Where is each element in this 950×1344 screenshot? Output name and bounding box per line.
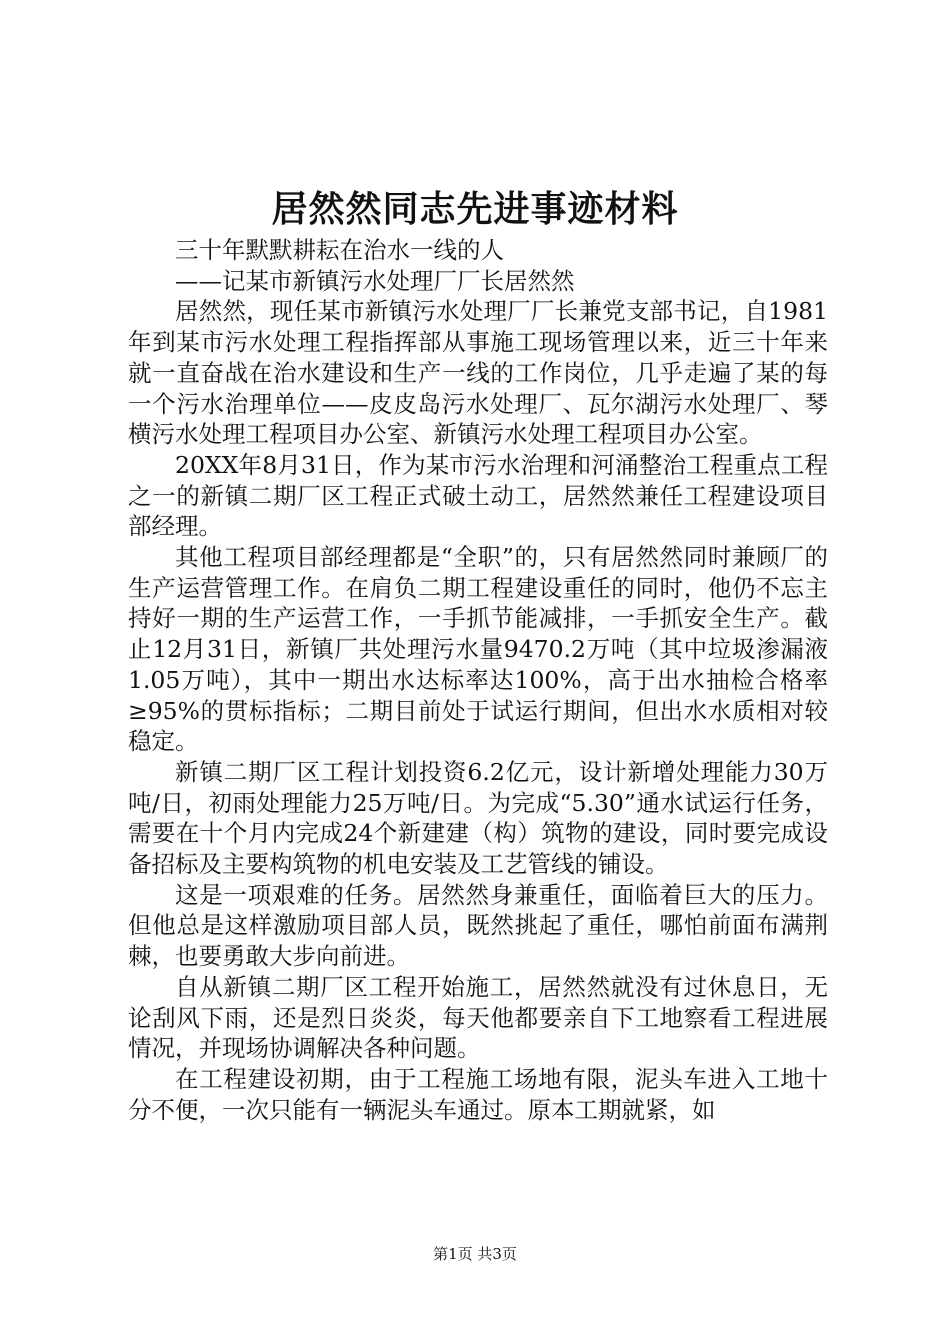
paragraph: 20XX年8月31日，作为某市污水治理和河涌整治工程重点工程之一的新镇二期厂区工程正式破土动工，居然然兼任工程建设项目部经理。 — [128, 450, 828, 541]
paragraph: 居然然，现任某市新镇污水处理厂厂长兼党支部书记，自1981年到某市污水处理工程指挥部从事施工现场管理以来，近三十年来就一直奋战在治水建设和生产一线的工作岗位，几乎走遍了某的每一个污水治理单位——皮皮岛污水处理厂、瓦尔湖污水处理厂、琴横污水处理工程项目办公室、新镇污水处理工程项目办公室。 — [128, 297, 828, 449]
paragraph: 这是一项艰难的任务。居然然身兼重任，面临着巨大的压力。但他总是这样激励项目部人员，既然挑起了重任，哪怕前面布满荆棘，也要勇敢大步向前进。 — [128, 880, 828, 971]
paragraph: 在工程建设初期，由于工程施工场地有限，泥头车进入工地十分不便，一次只能有一辆泥头车通过。原本工期就紧，如 — [128, 1064, 828, 1124]
subtitle-line: 三十年默默耕耘在治水一线的人 — [175, 236, 504, 264]
byline: ——记某市新镇污水处理厂厂长居然然 — [175, 266, 575, 295]
page-footer: 第1页 共3页 — [433, 1245, 517, 1263]
document-title: 居然然同志先进事迹材料 — [271, 188, 679, 230]
paragraph: 自从新镇二期厂区工程开始施工，居然然就没有过休息日，无论刮风下雨，还是烈日炎炎，每天他都要亲自下工地察看工程进展情况，并现场协调解决各种问题。 — [128, 972, 828, 1063]
paragraph: 新镇二期厂区工程计划投资6.2亿元，设计新增处理能力30万吨/日，初雨处理能力25万吨/日。为完成“5.30”通水试运行任务，需要在十个月内完成24个新建建（构）筑物的建设，同时要完成设备招标及主要构筑物的机电安装及工艺管线的铺设。 — [128, 757, 828, 879]
paragraph: 其他工程项目部经理都是“全职”的，只有居然然同时兼顾厂的生产运营管理工作。在肩负二期工程建设重任的同时，他仍不忘主持好一期的生产运营工作，一手抓节能减排，一手抓安全生产。截止12月31日，新镇厂共处理污水量9470.2万吨（其中垃圾渗漏液1.05万吨），其中一期出水达标率达100%，高于出水抽检合格率≥95%的贯标指标；二期目前处于试运行期间，但出水水质相对较稳定。 — [128, 543, 828, 756]
document-body — [128, 235, 828, 1125]
